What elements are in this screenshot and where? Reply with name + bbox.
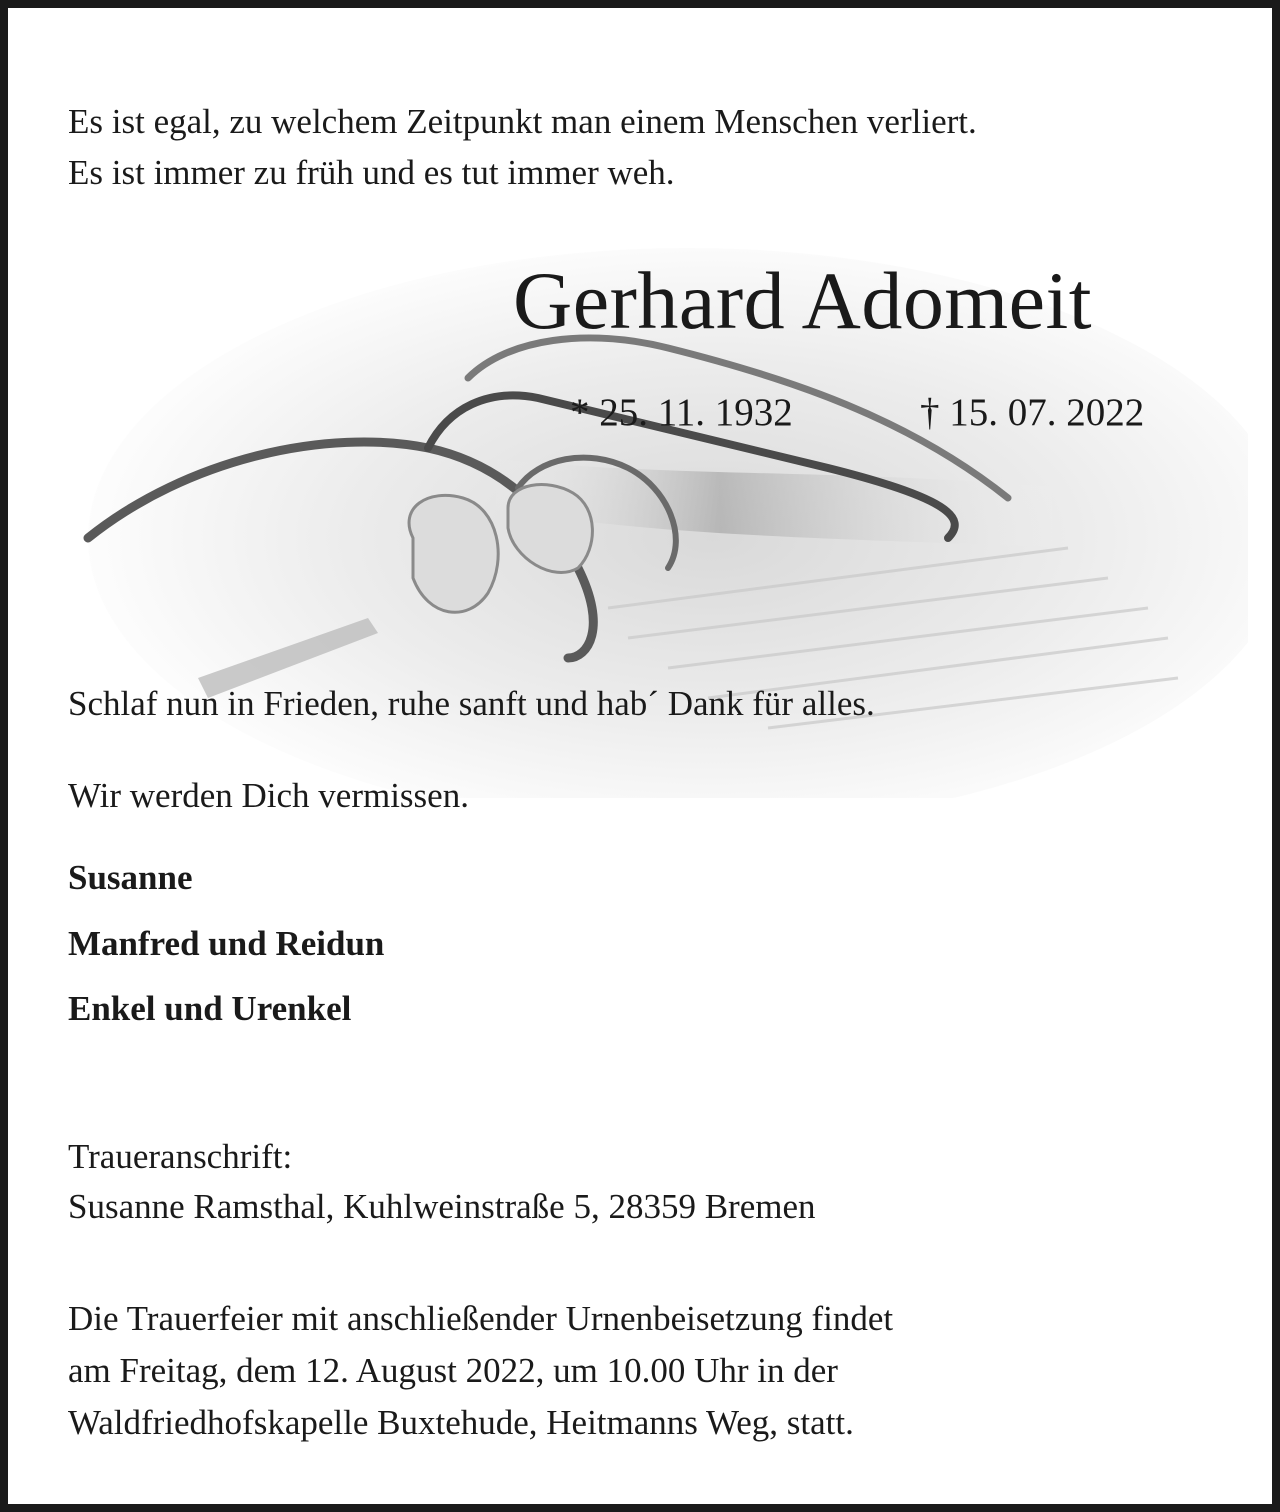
opening-quote <box>68 96 977 198</box>
farewell-text: Schlaf nun in Frieden, ruhe sanft und hab´ Dank für alles. <box>68 684 875 723</box>
birth-date: * 25. 11. 1932 <box>570 391 793 434</box>
service-line-2: am Freitag, dem 12. August 2022, um 10.00 Uhr in der <box>68 1351 838 1390</box>
death-date: † 15. 07. 2022 <box>920 391 1145 434</box>
miss-text: Wir werden Dich vermissen. <box>68 776 469 815</box>
service-line-3: Waldfriedhofskapelle Buxtehude, Heitmanns Weg, statt. <box>68 1403 854 1442</box>
mourner-name: Manfred und Reidun <box>68 924 385 963</box>
mourner-name: Susanne <box>68 858 193 897</box>
service-line-1: Die Trauerfeier mit anschließender Urnenbeisetzung findet <box>68 1299 894 1338</box>
mourner-name: Enkel und Urenkel <box>68 989 352 1028</box>
quote-line-2: Es ist immer zu früh und es tut immer weh. <box>68 153 675 192</box>
service-details <box>68 1293 893 1449</box>
address-label: Traueranschrift: <box>68 1137 293 1176</box>
deceased-name: Gerhard Adomeit <box>513 255 1093 346</box>
quote-line-1: Es ist egal, zu welchem Zeitpunkt man einem Menschen verliert. <box>68 102 977 141</box>
mourning-address: Susanne Ramsthal, Kuhlweinstraße 5, 28359 Bremen <box>68 1187 816 1226</box>
